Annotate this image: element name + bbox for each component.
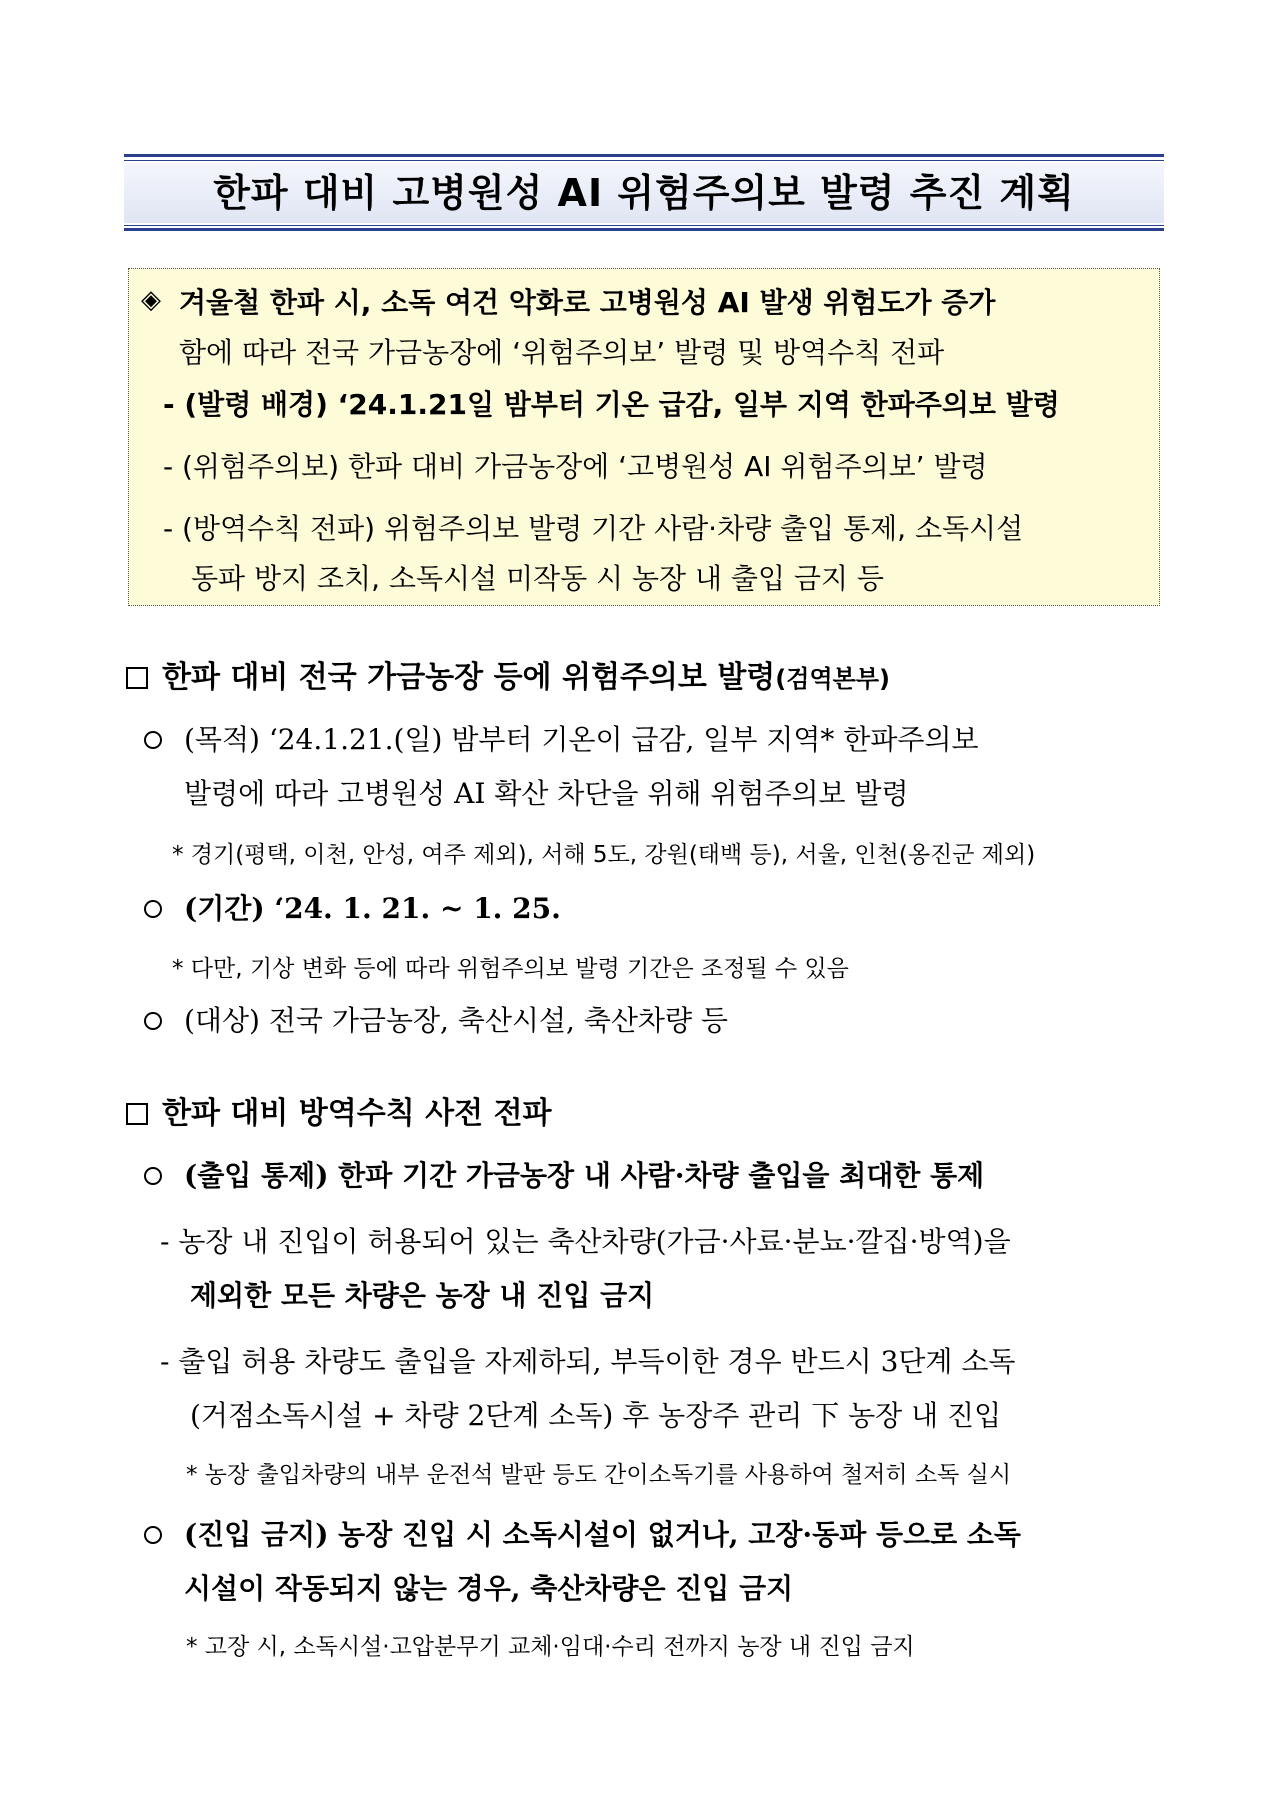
control-footnote: * 농장 출입차량의 내부 운전석 발판 등도 간이소독기를 사용하여 철저히 소독 실시 (186, 1462, 1012, 1488)
section-heading-text: 한파 대비 전국 가금농장 등에 위험주의보 발령 (162, 660, 776, 695)
summary-item-background: - (발령 배경) ‘24.1.21일 밤부터 기온 급감, 일부 지역 한파주의보 발령 (163, 388, 1060, 421)
summary-line-1: 겨울철 한파 시, 소독 여건 악화로 고병원성 AI 발생 위험도가 증가 (179, 286, 996, 319)
summary-item-advisory: - (위험주의보) 한파 대비 가금농장에 ‘고병원성 AI 위험주의보’ 발령 (163, 450, 988, 483)
ban-footnote: * 고장 시, 소독시설·고압분무기 교체·임대·수리 전까지 농장 내 진입 금지 (186, 1634, 915, 1660)
circle-bullet-icon (144, 1012, 162, 1030)
section-heading-suffix: (검역본부) (775, 665, 890, 693)
checkbox-square-icon (126, 667, 148, 689)
circle-bullet-icon (144, 1526, 162, 1544)
summary-box (128, 268, 1160, 606)
control-sub1-line-1: - 농장 내 진입이 허용되어 있는 축산차량(가금·사료·분뇨·깔집·방역)을 (160, 1225, 1011, 1258)
title-rule (124, 225, 1164, 226)
control-line: (출입 통제) 한파 기간 가금농장 내 사람·차량 출입을 최대한 통제 (184, 1159, 985, 1192)
circle-bullet-icon (144, 900, 162, 918)
control-sub2-line-1: - 출입 허용 차량도 출입을 자제하되, 부득이한 경우 반드시 3단계 소독 (160, 1345, 1016, 1378)
page-title: 한파 대비 고병원성 AI 위험주의보 발령 추진 계획 (213, 171, 1075, 215)
summary-line-2: 함에 따라 전국 가금농장에 ‘위험주의보’ 발령 및 방역수칙 전파 (179, 336, 945, 369)
section-heading-text: 한파 대비 방역수칙 사전 전파 (162, 1096, 552, 1131)
summary-item-rules-line-1: - (방역수칙 전파) 위험주의보 발령 기간 사람·차량 출입 통제, 소독시설 (163, 512, 1024, 545)
title-banner (124, 154, 1164, 232)
control-sub2-line-2: (거점소독시설 + 차량 2단계 소독) 후 농장주 관리 下 농장 내 진입 (190, 1399, 1002, 1432)
purpose-line-2: 발령에 따라 고병원성 AI 확산 차단을 위해 위험주의보 발령 (184, 777, 909, 810)
title-rule (124, 160, 1164, 161)
summary-item-rules-line-2: 동파 방지 조치, 소독시설 미작동 시 농장 내 출입 금지 등 (191, 562, 884, 595)
section-heading-advisory (126, 652, 890, 696)
ban-line-1: (진입 금지) 농장 진입 시 소독시설이 없거나, 고장·동파 등으로 소독 (184, 1518, 1021, 1551)
period-line: (기간) ‘24. 1. 21. ~ 1. 25. (184, 892, 561, 925)
section-heading-rules (126, 1088, 552, 1132)
ban-line-2: 시설이 작동되지 않는 경우, 축산차량은 진입 금지 (184, 1572, 794, 1605)
diamond-bullet-icon: ◈ (141, 285, 161, 315)
circle-bullet-icon (144, 731, 162, 749)
title-rule (124, 154, 1164, 157)
period-footnote: * 다만, 기상 변화 등에 따라 위험주의보 발령 기간은 조정될 수 있음 (172, 956, 849, 982)
purpose-footnote: * 경기(평택, 이천, 안성, 여주 제외), 서해 5도, 강원(태백 등), 서울, 인천(옹진군 제외) (172, 842, 1036, 868)
purpose-line-1: (목적) ‘24.1.21.(일) 밤부터 기온이 급감, 일부 지역* 한파주의보 (184, 723, 979, 756)
title-rule (124, 228, 1164, 231)
target-line: (대상) 전국 가금농장, 축산시설, 축산차량 등 (184, 1004, 728, 1037)
circle-bullet-icon (144, 1167, 162, 1185)
checkbox-square-icon (126, 1103, 148, 1125)
control-sub1-line-2: 제외한 모든 차량은 농장 내 진입 금지 (190, 1279, 655, 1312)
